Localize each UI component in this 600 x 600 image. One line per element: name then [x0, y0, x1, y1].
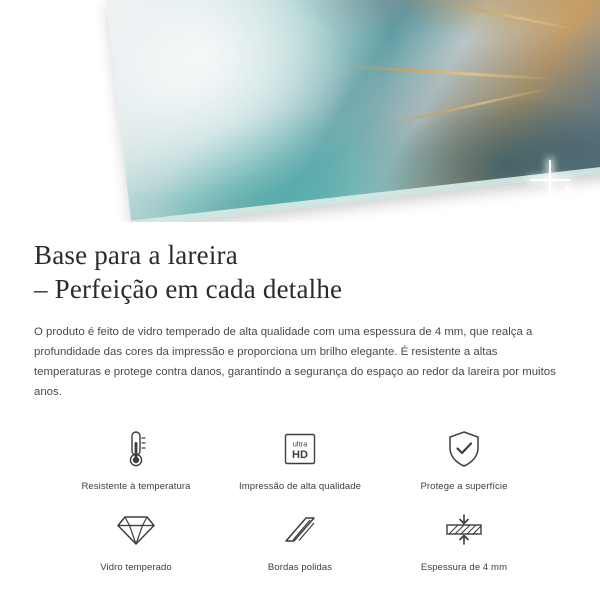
- feature-label: Bordas polidas: [267, 562, 333, 573]
- feature-item: [218, 509, 382, 574]
- ultra-hd-icon: [280, 428, 320, 470]
- thermometer-icon: [123, 428, 149, 470]
- feature-label: Resistente à temperatura: [81, 481, 191, 492]
- content-block: [0, 222, 600, 574]
- page-title: [34, 238, 566, 306]
- sparkle-icon: [556, 186, 578, 208]
- feature-item: [382, 509, 546, 574]
- feature-item: [54, 509, 218, 574]
- diamond-icon: [115, 509, 157, 551]
- polished-edges-icon: [280, 509, 320, 551]
- feature-item: [218, 428, 382, 493]
- glass-panel-artwork: [106, 0, 600, 222]
- feature-label: Vidro temperado: [100, 562, 172, 573]
- hero-image: [0, 0, 600, 222]
- feature-label: Espessura de 4 mm: [420, 562, 508, 573]
- feature-label: Protege a superfície: [420, 481, 508, 492]
- shield-check-icon: [445, 428, 483, 470]
- description-paragraph: O produto é feito de vidro temperado de alta qualidade com uma espessura de 4 mm, que realça a profundidade das cores da impressão e proporciona um brilho elegante. É resistente a altas temperaturas e protege contra danos, garantindo a segurança do espaço ao redor da lareira por muitos anos.: [34, 326, 556, 398]
- headline-line-2: – Perfeição em cada detalhe: [34, 274, 343, 304]
- headline-line-1: Base para a lareira: [34, 240, 238, 270]
- feature-item: [382, 428, 546, 493]
- feature-grid: [34, 428, 566, 574]
- svg-text:ultra: ultra: [292, 439, 308, 449]
- feature-label: Impressão de alta qualidade: [238, 481, 362, 492]
- svg-text:HD: HD: [292, 449, 308, 461]
- feature-item: [54, 428, 218, 493]
- thickness-arrows-icon: [442, 509, 486, 551]
